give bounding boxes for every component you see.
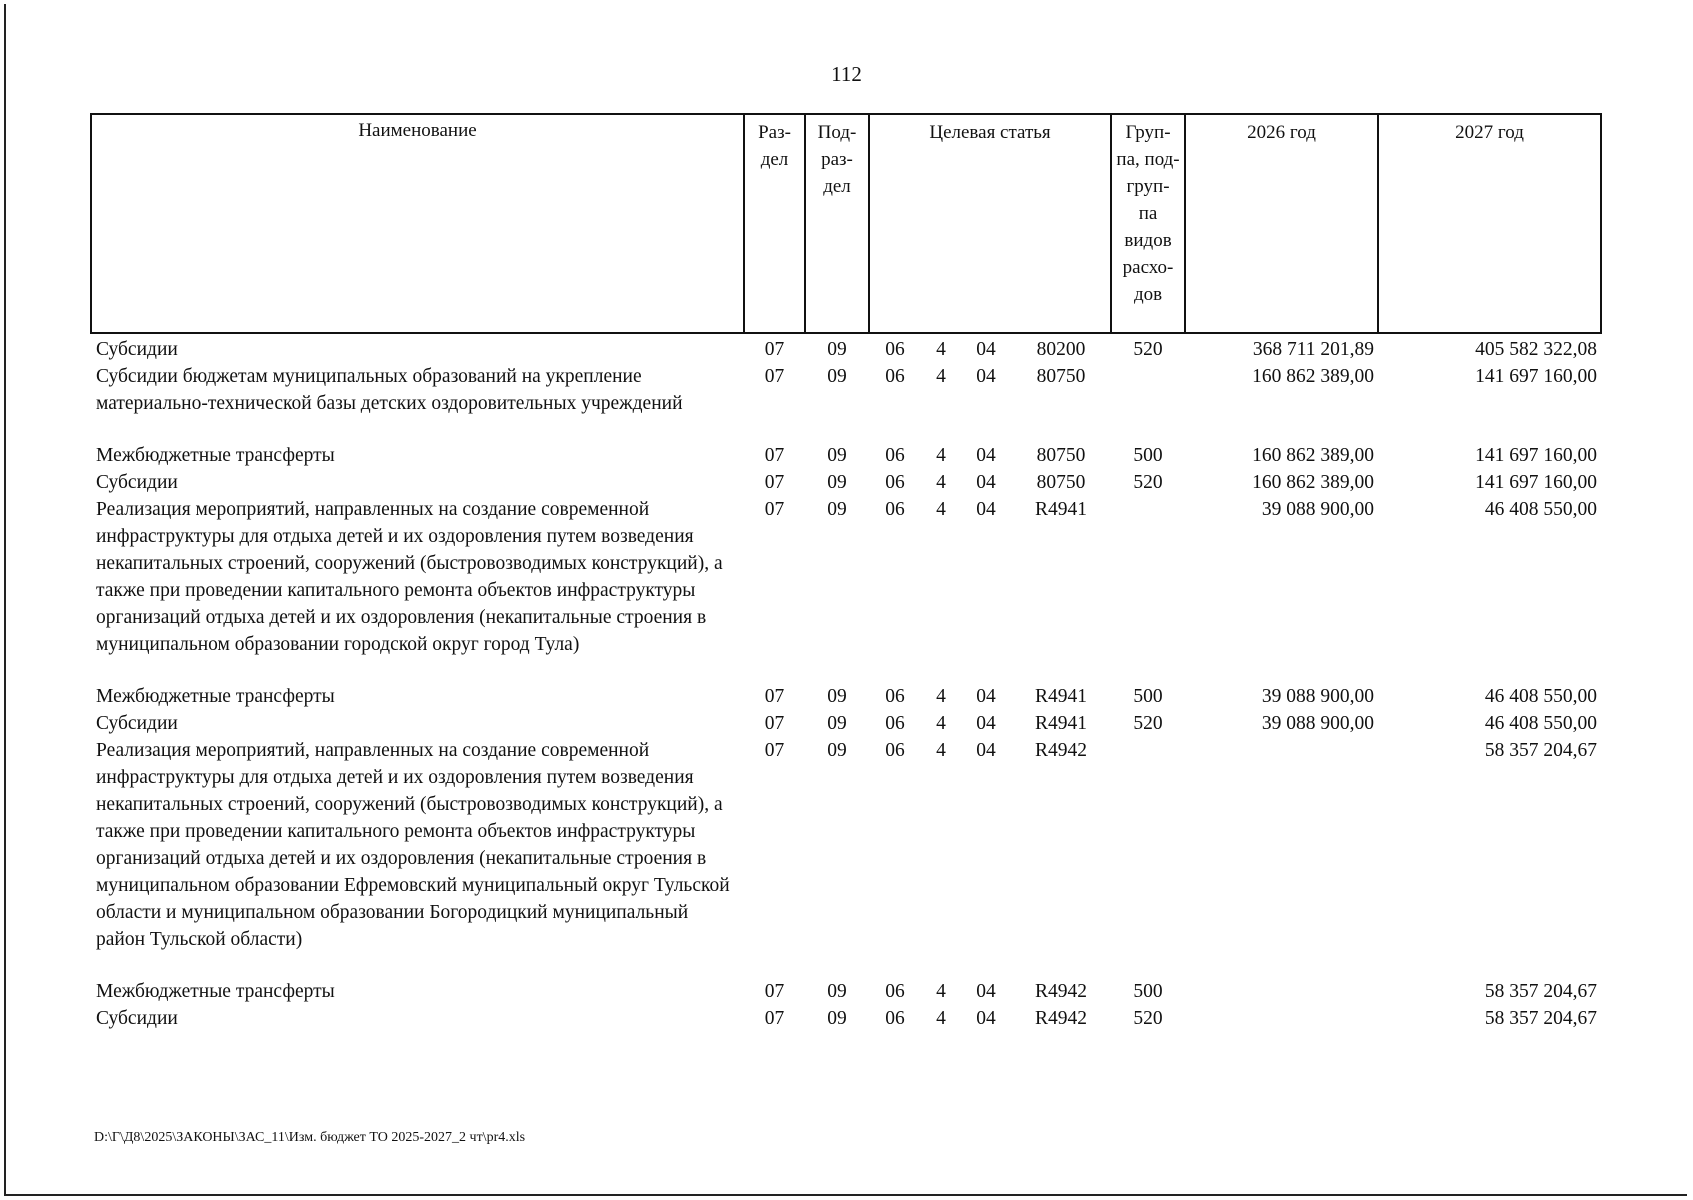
header-expense-group-line: па, под- [1116,149,1180,170]
table-row [91,333,1601,363]
row-amount-2027: 46 408 550,00 [1484,499,1598,520]
row-target-program: 06 [885,981,905,1002]
row-name: Субсидии [96,339,178,360]
header-year-2026: 2026 год [1185,114,1378,333]
header-subsection [805,114,869,333]
row-amount-2027: 58 357 204,67 [1484,981,1598,1002]
row-subsection: 09 [827,445,847,466]
budget-table [90,113,1602,1032]
row-target-type: 4 [936,472,946,493]
row-name: Межбюджетные трансферты [96,981,335,1002]
header-section-line: дел [760,149,789,170]
row-expense-group: 520 [1133,1008,1163,1029]
row-target-subprogram: 04 [976,713,996,734]
header-subsection-line: дел [823,176,851,197]
row-expense-group: 520 [1133,472,1163,493]
row-target-direction: R4942 [1035,740,1088,761]
row-target-program: 06 [885,366,905,387]
row-target-direction: R4941 [1035,499,1088,520]
header-expense-group-line: Груп- [1125,122,1171,143]
row-spacer-cell [91,417,1601,442]
row-amount-2026 [1185,1005,1378,1032]
row-name: Субсидии [96,472,178,493]
row-amount-2026: 39 088 900,00 [1261,499,1375,520]
row-amount-2027: 405 582 322,08 [1475,339,1598,360]
row-subsection: 09 [827,686,847,707]
row-target-subprogram: 04 [976,1008,996,1029]
row-target-direction: 80750 [1036,445,1086,466]
row-subsection: 09 [827,366,847,387]
header-section-line: Раз- [758,122,791,143]
header-section [744,114,805,333]
row-amount-2026: 39 088 900,00 [1261,713,1375,734]
header-target-article: Целевая статья [869,114,1111,333]
row-target-type: 4 [936,339,946,360]
row-amount-2027: 46 408 550,00 [1484,686,1598,707]
row-section: 07 [764,499,785,520]
row-target-direction: R4942 [1035,1008,1088,1029]
row-section: 07 [764,472,785,493]
row-section: 07 [764,981,785,1002]
row-target-subprogram: 04 [976,339,996,360]
row-amount-2027: 58 357 204,67 [1484,1008,1598,1029]
row-subsection: 09 [827,472,847,493]
row-target-subprogram: 04 [976,366,996,387]
row-spacer [91,953,1601,978]
row-expense-group [1111,737,1185,953]
header-name: Наименование [91,114,744,333]
row-amount-2027: 46 408 550,00 [1484,713,1598,734]
row-subsection: 09 [827,981,847,1002]
row-target-subprogram: 04 [976,981,996,1002]
row-expense-group [1111,363,1185,417]
row-target-direction: R4942 [1035,981,1088,1002]
row-target-type: 4 [936,713,946,734]
row-subsection: 09 [827,499,847,520]
row-section: 07 [764,366,785,387]
table-row [91,737,1601,953]
header-subsection-line: Под- [817,122,857,143]
row-section: 07 [764,686,785,707]
page-number: 112 [831,62,862,86]
row-name: Реализация мероприятий, направленных на создание современной инфраструктуры для отдыха детей и их оздоровления путем возведения некапитальных строений, сооружений (быстровозводимых конструкций), а также при проведении капитального ремонта объектов инфраструктуры организаций отдыха детей и их оздоровления (некапитальные строения в муниципальном образовании Ефремовский муниципальный округ Тульской области и муниципальном образовании Богородицкий муниципальный район Тульской области) [96,740,730,950]
table-row [91,363,1601,417]
row-expense-group: 500 [1133,445,1163,466]
row-section: 07 [764,740,785,761]
row-target-type: 4 [936,981,946,1002]
row-target-subprogram: 04 [976,740,996,761]
row-target-direction: R4941 [1035,713,1088,734]
row-target-program: 06 [885,445,905,466]
row-target-subprogram: 04 [976,499,996,520]
row-target-subprogram: 04 [976,686,996,707]
row-target-program: 06 [885,686,905,707]
row-target-type: 4 [936,1008,946,1029]
row-target-type: 4 [936,740,946,761]
row-target-program: 06 [885,740,905,761]
row-spacer [91,417,1601,442]
row-target-type: 4 [936,445,946,466]
row-name: Реализация мероприятий, направленных на создание современной инфраструктуры для отдыха детей и их оздоровления путем возведения некапитальных строений, сооружений (быстровозводимых конструкций), а также при проведении капитального ремонта объектов инфраструктуры организаций отдыха детей и их оздоровления (некапитальные строения в муниципальном образовании городской округ город Тула) [96,499,723,655]
header-subsection-line: раз- [821,149,853,170]
row-subsection: 09 [827,339,847,360]
row-name: Субсидии бюджетам муниципальных образований на укрепление материально-технической базы детских оздоровительных учреждений [96,366,683,414]
row-target-type: 4 [936,366,946,387]
row-section: 07 [764,1008,785,1029]
row-amount-2026: 160 862 389,00 [1252,445,1375,466]
header-expense-group-line: видов [1124,230,1172,251]
row-target-subprogram: 04 [976,445,996,466]
footer-file-path: D:\Г\Д8\2025\ЗАКОНЫ\ЗАС_11\Изм. бюджет ТО 2025-2027_2 чт\pr4.xls [94,1130,526,1145]
row-target-direction: R4941 [1035,686,1088,707]
header-expense-group-line: расхо- [1122,257,1174,278]
row-subsection: 09 [827,740,847,761]
table-row [91,683,1601,710]
row-amount-2027: 141 697 160,00 [1475,445,1598,466]
row-target-direction: 80750 [1036,366,1086,387]
row-expense-group: 500 [1133,686,1163,707]
row-target-program: 06 [885,1008,905,1029]
table-row [91,710,1601,737]
row-amount-2026: 39 088 900,00 [1261,686,1375,707]
row-amount-2026 [1185,978,1378,1005]
header-expense-group-line: дов [1133,284,1163,305]
row-target-direction: 80750 [1036,472,1086,493]
header-year-2027: 2027 год [1378,114,1601,333]
row-section: 07 [764,339,785,360]
row-target-program: 06 [885,499,905,520]
row-target-subprogram: 04 [976,472,996,493]
table-row [91,496,1601,658]
row-spacer-cell [91,953,1601,978]
row-target-type: 4 [936,686,946,707]
header-expense-group-line: па [1138,203,1158,224]
row-name: Межбюджетные трансферты [96,445,335,466]
header-expense-group-line: груп- [1126,176,1170,197]
row-amount-2027: 58 357 204,67 [1484,740,1598,761]
table-row [91,442,1601,469]
table-row [91,469,1601,496]
row-target-program: 06 [885,339,905,360]
row-name: Субсидии [96,713,178,734]
row-amount-2026: 368 711 201,89 [1252,339,1375,360]
row-spacer [91,658,1601,683]
row-subsection: 09 [827,1008,847,1029]
row-expense-group: 500 [1133,981,1163,1002]
row-target-type: 4 [936,499,946,520]
header-expense-group [1111,114,1185,333]
row-subsection: 09 [827,713,847,734]
row-target-direction: 80200 [1036,339,1086,360]
row-expense-group: 520 [1133,339,1163,360]
row-amount-2026: 160 862 389,00 [1252,472,1375,493]
row-amount-2026: 160 862 389,00 [1252,366,1375,387]
row-section: 07 [764,713,785,734]
row-name: Межбюджетные трансферты [96,686,335,707]
table-body [91,333,1601,1032]
table-header-row [91,114,1601,333]
row-target-program: 06 [885,472,905,493]
row-name: Субсидии [96,1008,178,1029]
row-amount-2027: 141 697 160,00 [1475,472,1598,493]
row-expense-group: 520 [1133,713,1163,734]
table-row [91,1005,1601,1032]
row-spacer-cell [91,658,1601,683]
row-expense-group [1111,496,1185,658]
row-amount-2026 [1185,737,1378,953]
row-amount-2027: 141 697 160,00 [1475,366,1598,387]
row-section: 07 [764,445,785,466]
table-row [91,978,1601,1005]
row-target-program: 06 [885,713,905,734]
